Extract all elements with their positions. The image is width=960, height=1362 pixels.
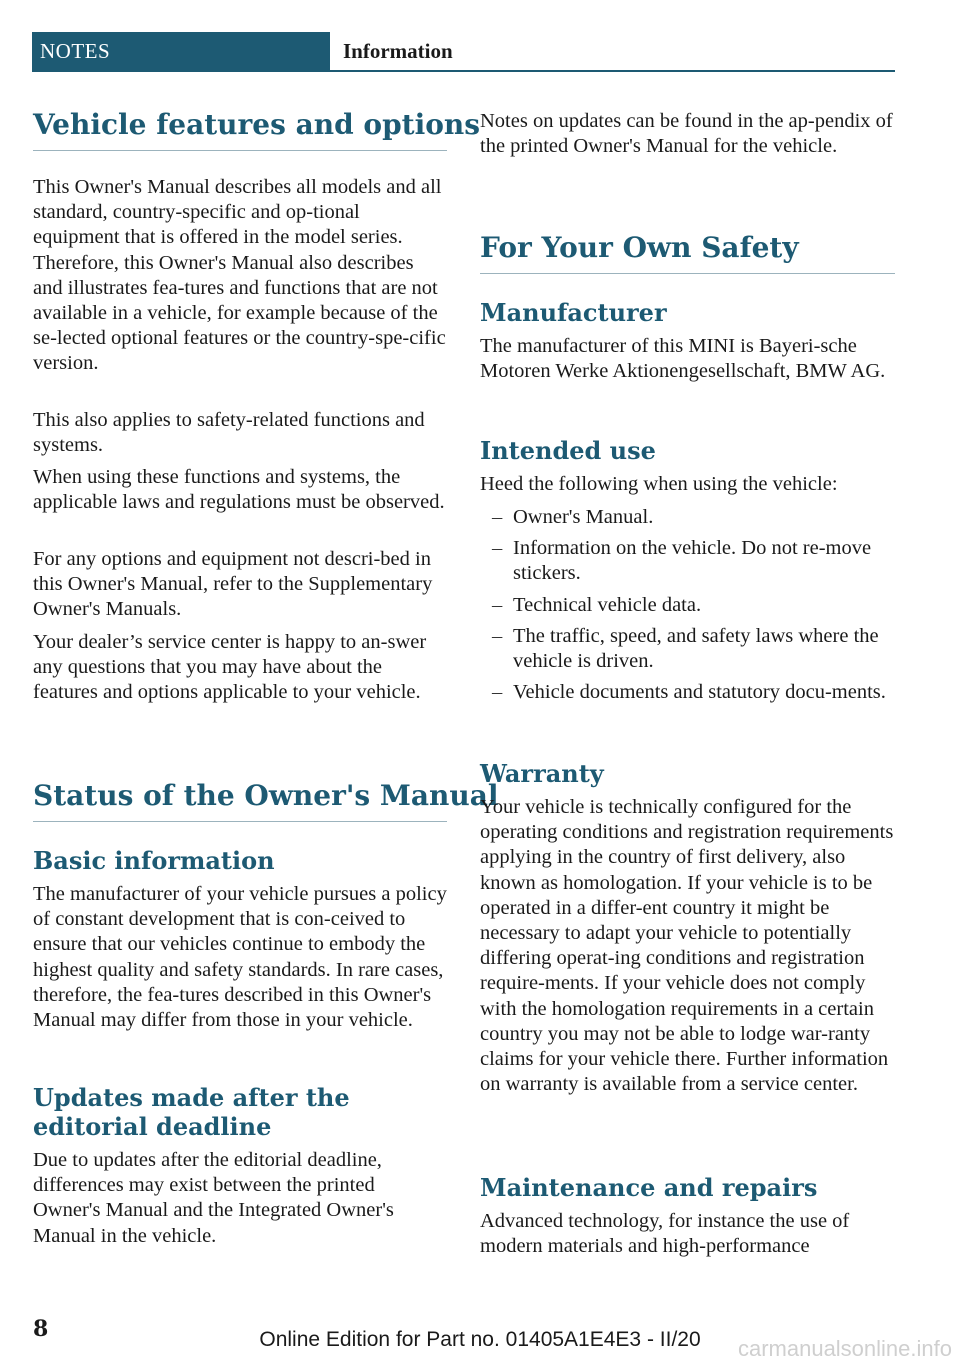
paragraph-supplementary: For any options and equipment not descri-bed in this Owner's Manual, refer to the Supplementary Owner's Manuals. bbox=[33, 548, 433, 621]
section-label: NOTES bbox=[32, 32, 330, 70]
chapter-title: Information bbox=[343, 39, 453, 63]
heading-status: Status of the Owner's Manual bbox=[33, 779, 447, 822]
paragraph-updates: Due to updates after the editorial deadline, differences may exist between the printed Owner's Manual and the Integrated Owner's Manual in the vehicle. bbox=[33, 1149, 394, 1247]
list-item bbox=[480, 593, 895, 618]
heading-basic-information: Basic information bbox=[33, 846, 275, 875]
heading-maintenance: Maintenance and repairs bbox=[480, 1173, 818, 1202]
heading-manufacturer: Manufacturer bbox=[480, 298, 667, 327]
dash-bullet-icon: – bbox=[492, 537, 503, 560]
paragraph-dealer: Your dealer’s service center is happy to an-swer any questions that you may have about the features and options applicable to your vehicle. bbox=[33, 631, 427, 704]
list-item-text: Technical vehicle data. bbox=[513, 593, 702, 616]
heading-updates: Updates made after the editorial deadline bbox=[33, 1083, 350, 1141]
heading-warranty: Warranty bbox=[480, 759, 604, 788]
paragraph-intended-use: Heed the following when using the vehicle: bbox=[480, 473, 838, 495]
list-item-text: Owner's Manual. bbox=[513, 506, 654, 528]
paragraph-laws: When using these functions and systems, the applicable laws and regulations must be observed. bbox=[33, 466, 445, 514]
page-header bbox=[32, 32, 895, 72]
list-item bbox=[480, 680, 895, 705]
paragraph-updates-notes: Notes on updates can be found in the ap-pendix of the printed Owner's Manual for the vehicle. bbox=[480, 110, 893, 158]
paragraph-warranty: Your vehicle is technically configured for the operating conditions and registration requirements applying in the country of first delivery, also known as homologation. If your vehicle is to be operated in a differ-ent country it might be necessary to adapt your vehicle to potentially differing operat-ing conditions and registration require-ments. If your vehicle does not comply with the homologation requirements in a certain country you may not be able to lodge war-ranty claims for your vehicle there. Further information on warranty is available from a service center. bbox=[480, 796, 894, 1096]
intended-use-list bbox=[480, 505, 895, 711]
list-item-text: The traffic, speed, and safety laws where the vehicle is driven. bbox=[513, 624, 879, 673]
list-item bbox=[480, 505, 895, 530]
dash-bullet-icon: – bbox=[492, 624, 503, 647]
heading-intended-use: Intended use bbox=[480, 436, 656, 465]
list-item bbox=[480, 624, 895, 674]
page-number: 8 bbox=[33, 1316, 49, 1342]
dash-bullet-icon: – bbox=[492, 593, 503, 616]
list-item bbox=[480, 536, 895, 586]
heading-safety: For Your Own Safety bbox=[480, 231, 895, 274]
list-item-text: Information on the vehicle. Do not re-move stickers. bbox=[513, 537, 872, 585]
paragraph-safety-related: This also applies to safety-related functions and systems. bbox=[33, 409, 425, 457]
dash-bullet-icon: – bbox=[492, 681, 503, 704]
heading-vehicle-features: Vehicle features and options bbox=[33, 108, 447, 151]
dash-bullet-icon: – bbox=[492, 506, 503, 528]
footer-edition: Online Edition for Part no. 01405A1E4E3 - II/20 bbox=[259, 1328, 701, 1351]
list-item-text: Vehicle documents and statutory docu-ments. bbox=[513, 681, 886, 704]
paragraph-manual-describes: This Owner's Manual describes all models and all standard, country-specific and op-tional equipment that is offered in the model series. Therefore, this Owner's Manual also describes and illustrates fea-tures and functions that are not available in a vehicle, for example because of the se-lected optional features or the country-spe-cific version. bbox=[33, 176, 446, 375]
paragraph-maintenance: Advanced technology, for instance the use of modern materials and high-performance bbox=[480, 1210, 850, 1258]
paragraph-manufacturer: The manufacturer of this MINI is Bayeri-sche Motoren Werke Aktionengesellschaft, BMW AG. bbox=[480, 335, 886, 383]
paragraph-basic-information: The manufacturer of your vehicle pursues a policy of constant development that is con-ceived to ensure that our vehicles continue to embody the highest quality and safety standards. In rare cases, therefore, the fea-tures described in this Owner's Manual may differ from those in your vehicle. bbox=[33, 883, 447, 1032]
watermark: carmanualsonline.info bbox=[737, 1336, 952, 1361]
